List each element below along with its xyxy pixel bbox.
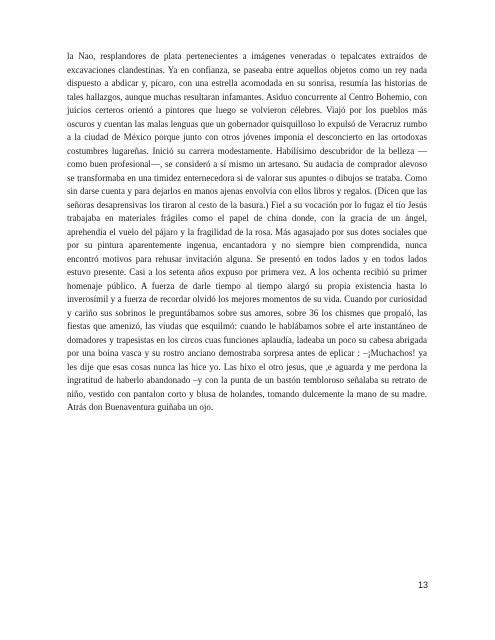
page-number: 13	[417, 580, 428, 590]
body-paragraph: la Nao, resplandores de plata pertenecientes a imágenes veneradas o tepalcates extraídos de excavaciones clandestinas. Ya en confianza, se paseaba entre aquellos objetos como un rey nada dispuesto a abdicar y, pícaro, con una estrella acomodada en su sonrisa, resumía las historias de tales hallazgos, aunque muchas resultaran infamantes. Asiduo concurrente al Centro Bohemio, con juicios certeros orientó a pintores que luego se volvieron célebres. Viajó por los pueblos más oscuros y cuentan las malas lenguas que un gobernador quisquilloso lo expulsó de Veracruz rumbo a la ciudad de México porque junto con otros jóvenes imponía el desconcierto en las ortodoxas costumbres lugareñas. Inició su carrera modestamente. Habilísimo descubridor de la belleza —como buen profesional—, se consideró a sí mismo un artesano. Su audacia de comprador alevoso se transformaba en una timidez enternecedora si de valorar sus apuntes o dibujos se trataba. Como sin darse cuenta y para dejarlos en manos ajenas envolvía con ellos libros y regalos. (Dicen que las señoras desaprensivas los tiraron al cesto de la basura.) Fiel a su vocación por lo fugaz el tío Jesús trabajaba en materiales frágiles como el papel de china donde, con la gracia de un ángel, aprehendía el vuelo del pájaro y la fragilidad de la rosa. Más agasajado por sus dotes sociales que por su pintura aparentemente ingenua, encantadora y no siempre bien comprendida, nunca encontró motivos para rehusar invitación alguna. Se presentó en todos lados y en todos lados estuvo presente. Casi a los setenta años expuso por primera vez. A los ochenta recibió su primer homenaje público. A fuerza de darle tiempo al tiempo alargó su propia existencia hasta lo inverosímil y a fuerza de recordar olvidó los mejores momentos de su vida. Cuando por curiosidad y cariño sus sobrinos le preguntábamos sobre sus amores, sobre 36 los chismes que propaló, las fiestas que amenizó, las viudas que esquilmó: cuando le hablábamos sobre el arte instantáneo de domadores y trapesistas en los circos cuas funciones aplaudía, ladeaba un poco su cabesa abrigada por una boina vasca y su rostro anciano demostraba sorpresa antes de eplicar : –¡Muchachos! ya les dije que esas cosas nunca las hice yo. Las hixo el otro jesus, que ,e aguarda y me perdona la ingratitud de haberlo abandonado –y con la punta de un bastón tembloroso señalaba su retrato de niño, vestido con pantalon corto y blusa de holandes, tomando dulcemente la mano de su madre. Atrás don Buenaventura guiñaba un ojo.	[67, 51, 427, 412]
